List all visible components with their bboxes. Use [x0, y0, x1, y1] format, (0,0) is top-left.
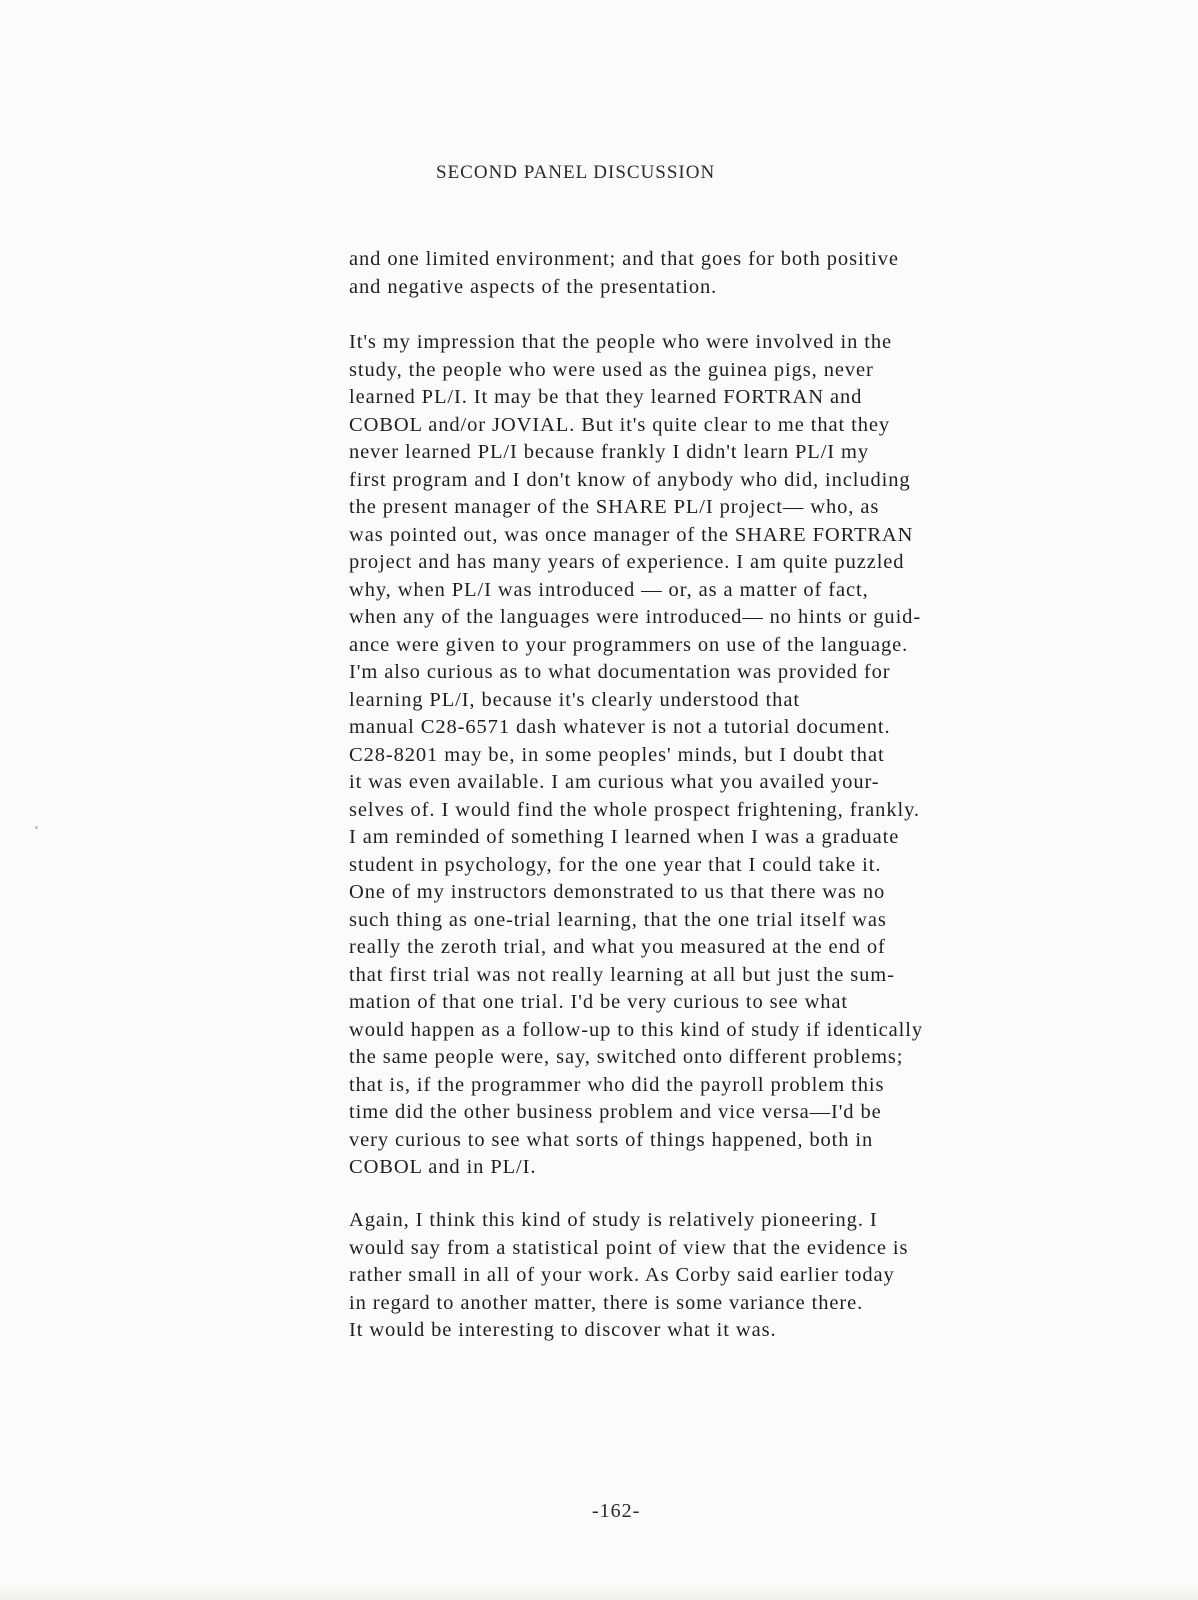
- text-line: would say from a statistical point of view that the evidence is: [349, 1236, 909, 1259]
- text-line: learned PL/I. It may be that they learned FORTRAN and: [349, 386, 863, 408]
- paragraph-2: [349, 329, 923, 1182]
- text-line: really the zeroth trial, and what you measured at the end of: [349, 936, 886, 958]
- text-line: mation of that one trial. I'd be very curious to see what: [349, 991, 849, 1013]
- text-line: I'm also curious as to what documentation was provided for: [349, 661, 891, 683]
- text-line: never learned PL/I because frankly I didn't learn PL/I my: [349, 441, 870, 463]
- text-line: it was even available. I am curious what you availed your-: [349, 771, 880, 793]
- text-line: such thing as one-trial learning, that the one trial itself was: [349, 908, 887, 931]
- text-line: when any of the languages were introduced— no hints or guid-: [349, 606, 922, 628]
- text-line: and negative aspects of the presentation.: [349, 275, 718, 298]
- text-line: I am reminded of something I learned when I was a graduate: [349, 826, 900, 848]
- text-line: ance were given to your programmers on use of the language.: [349, 633, 909, 656]
- text-line: the present manager of the SHARE PL/I project— who, as: [349, 496, 880, 518]
- text-line: that first trial was not really learning at all but just the sum-: [349, 963, 895, 986]
- text-line: COBOL and/or JOVIAL. But it's quite clear to me that they: [349, 413, 891, 436]
- text-line: first program and I don't know of anybody who did, including: [349, 468, 911, 491]
- text-line: project and has many years of experience. I am quite puzzled: [349, 551, 905, 573]
- text-line: Again, I think this kind of study is relatively pioneering. I: [349, 1209, 878, 1231]
- text-line: that is, if the programmer who did the payroll problem this: [349, 1073, 885, 1096]
- paragraph-3: [349, 1207, 908, 1345]
- text-line: the same people were, say, switched onto different problems;: [349, 1046, 904, 1068]
- paragraph-1: [349, 246, 899, 301]
- text-line: It's my impression that the people who were involved in the: [349, 331, 892, 353]
- text-line: rather small in all of your work. As Corby said earlier today: [349, 1264, 895, 1286]
- text-line: learning PL/I, because it's clearly understood that: [349, 688, 800, 711]
- text-line: time did the other business problem and vice versa—I'd be: [349, 1101, 882, 1123]
- text-line: COBOL and in PL/I.: [349, 1156, 537, 1178]
- text-line: was pointed out, was once manager of the SHARE FORTRAN: [349, 523, 914, 546]
- scan-speck: [35, 826, 38, 829]
- page-number: -162-: [592, 1500, 641, 1522]
- text-line: why, when PL/I was introduced — or, as a matter of fact,: [349, 578, 869, 601]
- text-line: It would be interesting to discover what it was.: [349, 1319, 777, 1341]
- text-line: manual C28-6571 dash whatever is not a tutorial document.: [349, 716, 891, 738]
- text-line: C28-8201 may be, in some peoples' minds, but I doubt that: [349, 743, 885, 766]
- text-line: very curious to see what sorts of things happened, both in: [349, 1128, 874, 1151]
- text-line: One of my instructors demonstrated to us that there was no: [349, 881, 886, 903]
- text-line: in regard to another matter, there is some variance there.: [349, 1291, 864, 1314]
- text-line: study, the people who were used as the guinea pigs, never: [349, 358, 874, 381]
- text-line: student in psychology, for the one year that I could take it.: [349, 853, 882, 876]
- scan-bottom-edge: [0, 1584, 1198, 1600]
- page-header: SECOND PANEL DISCUSSION: [436, 162, 716, 183]
- text-line: selves of. I would find the whole prospect frightening, frankly.: [349, 798, 920, 821]
- text-line: would happen as a follow-up to this kind of study if identically: [349, 1018, 924, 1041]
- text-line: and one limited environment; and that goes for both positive: [349, 248, 899, 270]
